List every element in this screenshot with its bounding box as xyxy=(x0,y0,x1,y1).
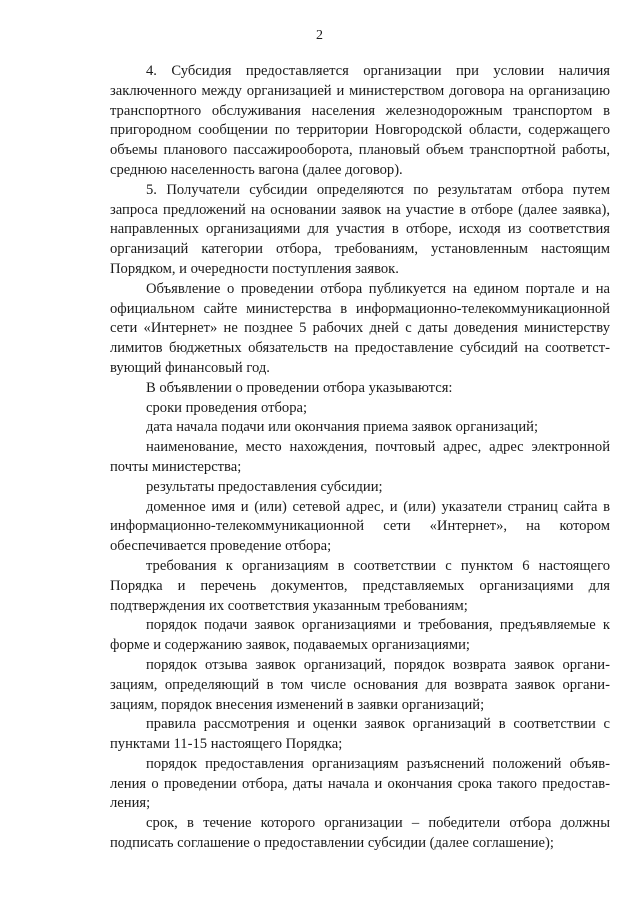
paragraph-item-4: 4. Субсидия предоставляется организации при условии наличия заключенного между организацией и министерством договора на организацию транспортного обслуживания населения железнодорожным транспортом в пригородном сообщении по территории Новгородской области, содержащего объемы планового пассажирооборота, плановый объем транспортной работы, среднюю населенность вагона (далее договор). xyxy=(110,63,610,178)
list-item-withdrawal-procedure: порядок отзыва заявок организаций, порядок возврата заявок организациям, определяющий в том числе основания для возврата заявок организациям, порядок внесения изменений в заявки организаций; xyxy=(110,656,610,713)
list-item-submission-procedure: порядок подачи заявок организациями и требования, предъявляемые к форме и содержанию заявок, подаваемых организациями; xyxy=(110,617,610,654)
page-number: 2 xyxy=(316,28,323,43)
paragraph-announcement-intro: В объявлении о проведении отбора указываются: xyxy=(146,379,453,396)
list-item-selection-dates: сроки проведения отбора; xyxy=(146,399,308,416)
list-item-clarification-procedure: порядок предоставления организациям разъяснений положений объявления о проведении отбора, даты начала и окончания срока такого предоставления; xyxy=(110,755,610,812)
paragraph-announcement: Объявление о проведении отбора публикуется на едином портале и на официальном сайте министерства в информационно-телекоммуникационной сети «Интернет» не позднее 5 рабочих дней с даты доведения министерству лимитов бюджетных обязательств на предоставление субсидий на соответствующий финансовый год. xyxy=(110,280,610,376)
list-item-ministry-contacts: наименование, место нахождения, почтовый адрес, адрес электронной почты министерства; xyxy=(110,439,610,475)
list-item-signing-deadline: срок, в течение которого организации – победители отбора должны подписать соглашение о предоставлении субсидии (далее соглашение); xyxy=(110,815,610,852)
list-item-review-rules: правила рассмотрения и оценки заявок организаций в соответствии с пунктами 11-15 настоящего Порядка; xyxy=(110,716,610,753)
document-body xyxy=(110,62,610,854)
list-item-requirements: требования к организациям в соответствии с пунктом 6 настоящего Порядка и перечень документов, представляемых организациями для подтверждения их соответствия указанным требованиям; xyxy=(110,557,610,614)
paragraph-item-5: 5. Получатели субсидии определяются по результатам отбора путем запроса предложений на основании заявок на участие в отборе (далее заявка), направленных организациями для участия в отборе, исходя из соответствия организаций категории отбора, требованиям, установленным настоящим Порядком, и очередности поступления заявок. xyxy=(110,181,610,277)
list-item-subsidy-results: результаты предоставления субсидии; xyxy=(146,478,383,495)
list-item-application-dates: дата начала подачи или окончания приема заявок организаций; xyxy=(146,419,539,436)
list-item-domain-name: доменное имя и (или) сетевой адрес, и (или) указатели страниц сайта в информационно-телекоммуникационной сети «Интернет», на котором обеспечивается проведение отбора; xyxy=(110,498,610,555)
